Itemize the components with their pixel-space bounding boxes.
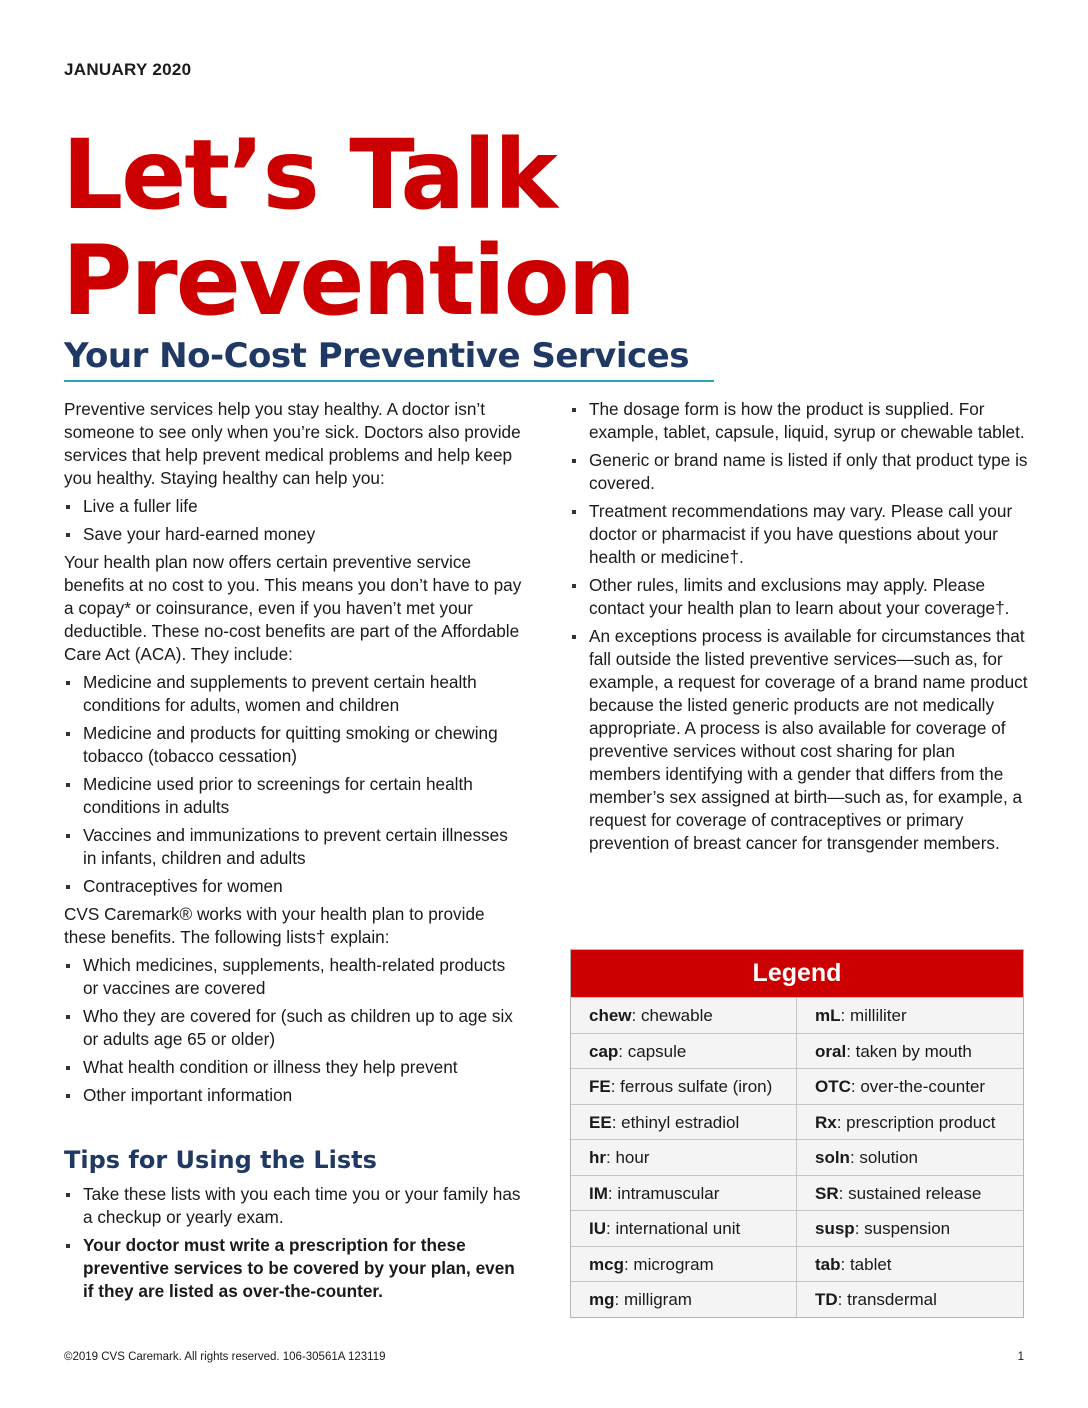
title-line-1: Let’s Talk [62,119,556,231]
list-item: An exceptions process is available for circumstances that fall outside the listed preventive services—such as, for example, a request for coverage of a brand name product because the listed generic products are not medically appropriate. A process is also available for coverage of preventive services without cost sharing for plan members identifying with a gender that differs from the member’s sex assigned at birth—such as, for example, a request for coverage of contraceptives or primary prevention of breast cancer for transgender members. [570,625,1030,855]
legend-definition: : intramuscular [607,1183,720,1203]
legend-abbreviation: IU [589,1219,606,1238]
list-item: Medicine and supplements to prevent certain health conditions for adults, women and children [64,671,524,717]
list-item: Save your hard-earned money [64,523,524,546]
intro-paragraph: Preventive services help you stay healthy. A doctor isn’t someone to see only when you’re sick. Doctors also provide services that help prevent medical problems and help keep you healthy. Staying healthy can help you: [64,399,521,488]
legend-abbreviation: Rx [815,1112,837,1132]
legend-cell [797,1281,1023,1317]
list-item: Treatment recommendations may vary. Please call your doctor or pharmacist if you have questions about your health or medicine†. [570,500,1030,569]
legend-cell [571,1033,797,1069]
legend-definition: : microgram [623,1254,714,1274]
legend-definition: : capsule [618,1041,687,1061]
legend-abbreviation: oral [815,1041,847,1061]
copyright-footer: ©2019 CVS Caremark. All rights reserved. 106-30561A 123119 [64,1351,386,1363]
legend-abbreviation: TD [815,1290,838,1309]
title-line-2: Prevention [62,225,634,337]
tips-list [64,1183,524,1303]
legend-definition: : prescription product [836,1112,996,1132]
legend-definition: : chewable [631,1006,713,1025]
page-title [62,119,634,337]
legend-grid [571,997,1023,1317]
list-item: Medicine and products for quitting smoking or chewing tobacco (tobacco cessation) [64,722,524,768]
subtitle-divider [64,380,714,382]
aca-list [64,671,524,898]
legend-title: Legend [571,950,1023,997]
issue-date: JANUARY 2020 [64,60,192,79]
list-item: The dosage form is how the product is supplied. For example, tablet, capsule, liquid, syrup or chewable tablet. [570,398,1030,444]
list-item: Other important information [64,1084,524,1107]
legend-abbreviation: OTC [815,1077,851,1096]
page-number: 1 [1017,1351,1024,1363]
legend-cell [797,997,1023,1033]
list-item: Which medicines, supplements, health-related products or vaccines are covered [64,954,524,1000]
legend-cell [797,1104,1023,1140]
legend-cell [797,1246,1023,1282]
legend-definition: : ethinyl estradiol [611,1112,740,1132]
legend-definition: : milliliter [840,1006,907,1025]
legend-abbreviation: tab [815,1254,841,1274]
legend-cell [571,1175,797,1211]
legend-abbreviation: FE [589,1077,611,1096]
legend-cell [571,1210,797,1246]
legend-cell [571,997,797,1033]
benefits-list [64,495,524,546]
legend-abbreviation: IM [589,1183,608,1203]
legend-cell [797,1175,1023,1211]
legend-abbreviation: chew [589,1006,632,1025]
legend-abbreviation: soln [815,1148,850,1167]
legend-abbreviation: cap [589,1041,619,1061]
legend-definition: : international unit [606,1219,741,1238]
list-item: Contraceptives for women [64,875,524,898]
legend-definition: : transdermal [837,1290,937,1309]
legend-definition: : suspension [854,1219,951,1238]
left-column [64,398,524,1308]
legend-cell [571,1068,797,1104]
prescription-note: Your doctor must write a prescription for these preventive services to be covered by your plan, even if they are listed as over-the-counter. [64,1234,524,1303]
tips-heading: Tips for Using the Lists [64,1146,377,1174]
page-subtitle: Your No-Cost Preventive Services [64,336,689,376]
list-item: Medicine used prior to screenings for certain health conditions in adults [64,773,524,819]
legend-cell [571,1281,797,1317]
right-column [570,398,1030,860]
legend-abbreviation: mg [589,1290,615,1309]
legend-abbreviation: mcg [589,1254,624,1274]
legend-cell [797,1139,1023,1175]
notes-list [570,398,1030,855]
legend-definition: : milligram [614,1290,692,1309]
legend-definition: : solution [849,1148,918,1167]
list-item: Generic or brand name is listed if only that product type is covered. [570,449,1030,495]
legend-definition: : hour [606,1148,650,1167]
legend-cell [571,1139,797,1175]
list-item: What health condition or illness they help prevent [64,1056,524,1079]
legend-cell [797,1210,1023,1246]
legend-abbreviation: mL [815,1006,841,1025]
cvs-paragraph: CVS Caremark® works with your health plan to provide these benefits. The following lists† explain: [64,904,485,947]
legend-cell [571,1104,797,1140]
legend-definition: : ferrous sulfate (iron) [610,1077,773,1096]
legend-abbreviation: susp [815,1219,855,1238]
legend-abbreviation: SR [815,1183,839,1203]
legend-definition: : taken by mouth [846,1041,972,1061]
aca-paragraph: Your health plan now offers certain preventive service benefits at no cost to you. This means you don’t have to pay a copay* or coinsurance, even if you haven’t met your deductible. These no-cost benefits are part of the Affordable Care Act (ACA). They include: [64,552,522,664]
legend-definition: : tablet [840,1254,892,1274]
list-item: Other rules, limits and exclusions may apply. Please contact your health plan to learn about your coverage†. [570,574,1030,620]
list-item: Vaccines and immunizations to prevent certain illnesses in infants, children and adults [64,824,524,870]
list-item: Take these lists with you each time you or your family has a checkup or yearly exam. [64,1183,524,1229]
legend-abbreviation: EE [589,1112,612,1132]
list-item: Live a fuller life [64,495,524,518]
legend-cell [571,1246,797,1282]
legend-cell [797,1033,1023,1069]
legend-table [570,949,1024,1318]
list-item: Who they are covered for (such as children up to age six or adults age 65 or older) [64,1005,524,1051]
legend-abbreviation: hr [589,1148,606,1167]
explain-list [64,954,524,1107]
legend-definition: : over-the-counter [850,1077,986,1096]
legend-cell [797,1068,1023,1104]
legend-definition: : sustained release [838,1183,982,1203]
